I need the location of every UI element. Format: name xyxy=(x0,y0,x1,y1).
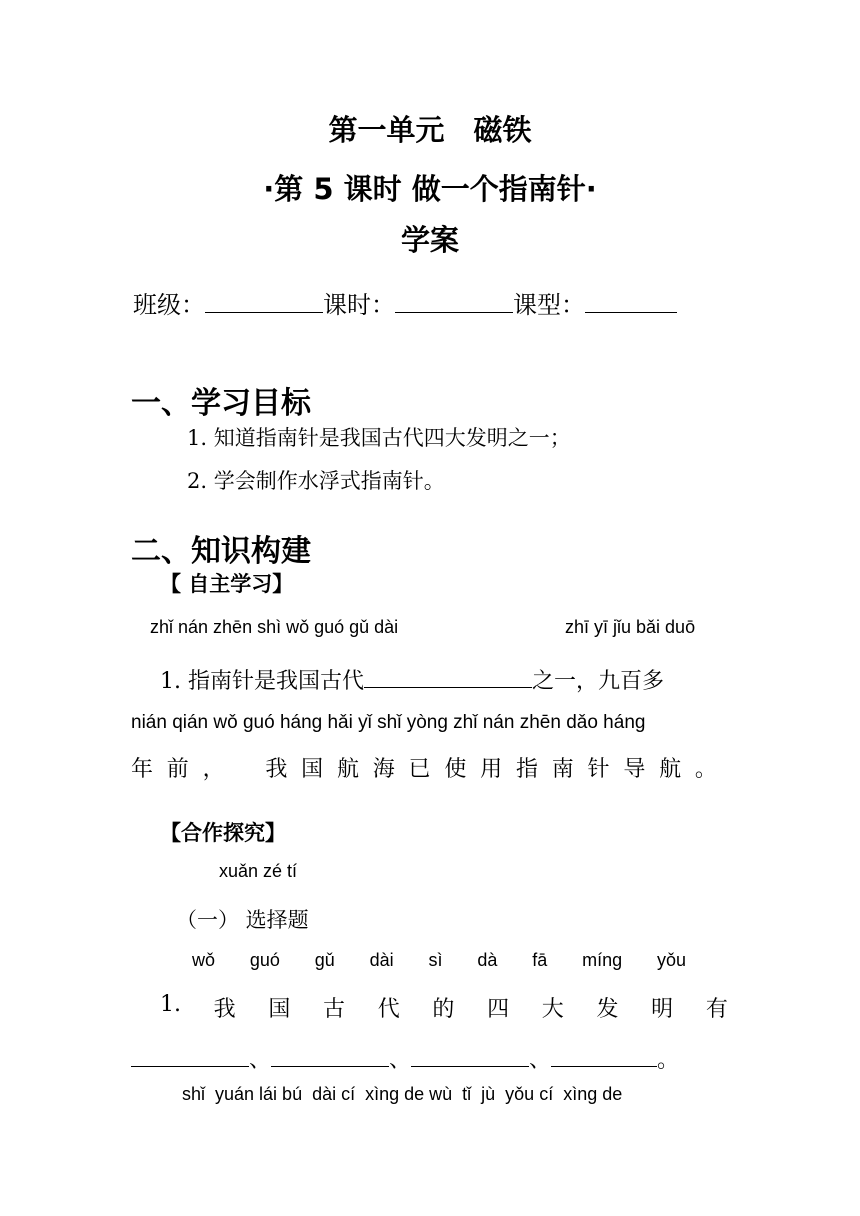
cq1-char: 古 xyxy=(323,997,346,1022)
q1-blank[interactable] xyxy=(364,664,532,688)
section1-heading: 一、学习目标 xyxy=(131,386,311,421)
q1-text-line2 xyxy=(131,752,717,783)
objective-item-1: 1. 知道指南针是我国古代四大发明之一； xyxy=(187,426,571,450)
cq1-answer-row xyxy=(131,1043,679,1074)
class-blank[interactable] xyxy=(205,287,323,313)
cq1-pinyin-syllable: dà xyxy=(477,950,498,970)
q1-line2-char: 南 xyxy=(551,757,574,782)
cq2-pinyin: shǐ yuán lái bú dài cí xìng de wù tǐ jù yǒu cí xìng de xyxy=(182,1084,623,1104)
q1-line2-char: 前 xyxy=(166,757,189,782)
cq1-pinyin-syllable: sì xyxy=(428,950,443,970)
cq1-pinyin-syllable: yǒu xyxy=(656,950,686,970)
q1-line2-char: 用 xyxy=(480,757,503,782)
lesson-title: ·第 5 课时 做一个指南针· xyxy=(263,172,597,206)
cq1-pinyin-syllable: míng xyxy=(582,950,623,970)
unit-title: 第一单元 磁铁 xyxy=(328,113,532,147)
cq1-char: 有 xyxy=(705,997,728,1022)
choice-heading: （一） 选择题 xyxy=(176,908,309,932)
cq1-text xyxy=(160,992,728,1023)
q1-pinyin-left: zhǐ nán zhēn shì wǒ guó gǔ dài xyxy=(150,617,399,637)
cq1-char: 发 xyxy=(596,997,619,1022)
period-blank[interactable] xyxy=(395,287,513,313)
q1-pinyin-line2: nián qián wǒ guó háng hǎi yǐ shǐ yòng zhǐ nán zhēn dǎo háng xyxy=(131,712,646,733)
cq1-char: 代 xyxy=(377,997,400,1022)
q1-line2-char: 海 xyxy=(372,757,395,782)
q1-text-after: 之一，九百多 xyxy=(531,669,664,695)
q1-text-before: 1. 指南针是我国古代 xyxy=(160,669,364,695)
q1-line2-char: 针 xyxy=(587,757,610,782)
q1-pinyin-right: zhī yī jǐu bǎi duō xyxy=(565,617,696,637)
q1-line2-char: 航 xyxy=(659,757,682,782)
doc-type-title: 学案 xyxy=(400,223,459,257)
cq1-char: 我 xyxy=(213,997,236,1022)
q1-text xyxy=(160,664,664,695)
cq1-blank-4[interactable] xyxy=(551,1043,657,1067)
q1-line2-char: 国 xyxy=(301,757,324,782)
q1-line2-char: 。 xyxy=(694,757,717,782)
choice-pinyin: xuǎn zé tí xyxy=(219,861,298,881)
cq1-char: 1. xyxy=(160,992,181,1017)
cq1-char: 的 xyxy=(432,997,455,1022)
cq1-pinyin-syllable: dài xyxy=(369,950,394,970)
q1-line2-char: 使 xyxy=(444,757,467,782)
cq1-blank-2[interactable] xyxy=(271,1043,389,1067)
q1-line2-char: 指 xyxy=(515,757,538,782)
self-study-label: 【 自主学习】 xyxy=(160,572,294,596)
cq1-char: 国 xyxy=(268,997,291,1022)
type-label: 课型： xyxy=(513,291,585,319)
coop-label: 【合作探究】 xyxy=(160,821,286,845)
q1-line2-char: 年 xyxy=(131,757,154,782)
class-label: 班级： xyxy=(133,291,205,319)
cq1-pinyin-syllable: gǔ xyxy=(314,950,335,970)
cq1-pinyin-syllable: fā xyxy=(532,950,548,970)
cq1-pinyin-syllable: wǒ xyxy=(192,950,216,970)
cq1-char: 四 xyxy=(487,997,510,1022)
type-blank[interactable] xyxy=(585,287,677,313)
cq1-pinyin-syllable: guó xyxy=(249,950,280,970)
cq1-sep-1: 、 xyxy=(249,1048,272,1074)
q1-line2-char: 已 xyxy=(408,757,431,782)
section2-heading: 二、知识构建 xyxy=(131,534,311,569)
q1-line2-char: 航 xyxy=(336,757,359,782)
q1-line2-char: 导 xyxy=(623,757,646,782)
period-label: 课时： xyxy=(323,291,395,319)
cq1-char: 大 xyxy=(541,997,564,1022)
q1-line2-char xyxy=(238,752,251,783)
cq1-blank-1[interactable] xyxy=(131,1043,249,1067)
cq1-sep-3: 、 xyxy=(529,1048,552,1074)
cq1-end: 。 xyxy=(657,1048,680,1074)
q1-line2-char: 我 xyxy=(265,757,288,782)
cq1-char: 明 xyxy=(651,997,674,1022)
cq1-sep-2: 、 xyxy=(389,1048,412,1074)
info-row xyxy=(133,285,677,320)
q1-line2-char: ， xyxy=(202,757,225,782)
cq1-pinyin xyxy=(192,950,686,971)
cq1-blank-3[interactable] xyxy=(411,1043,529,1067)
objective-item-2: 2. 学会制作水浮式指南针。 xyxy=(187,469,445,493)
